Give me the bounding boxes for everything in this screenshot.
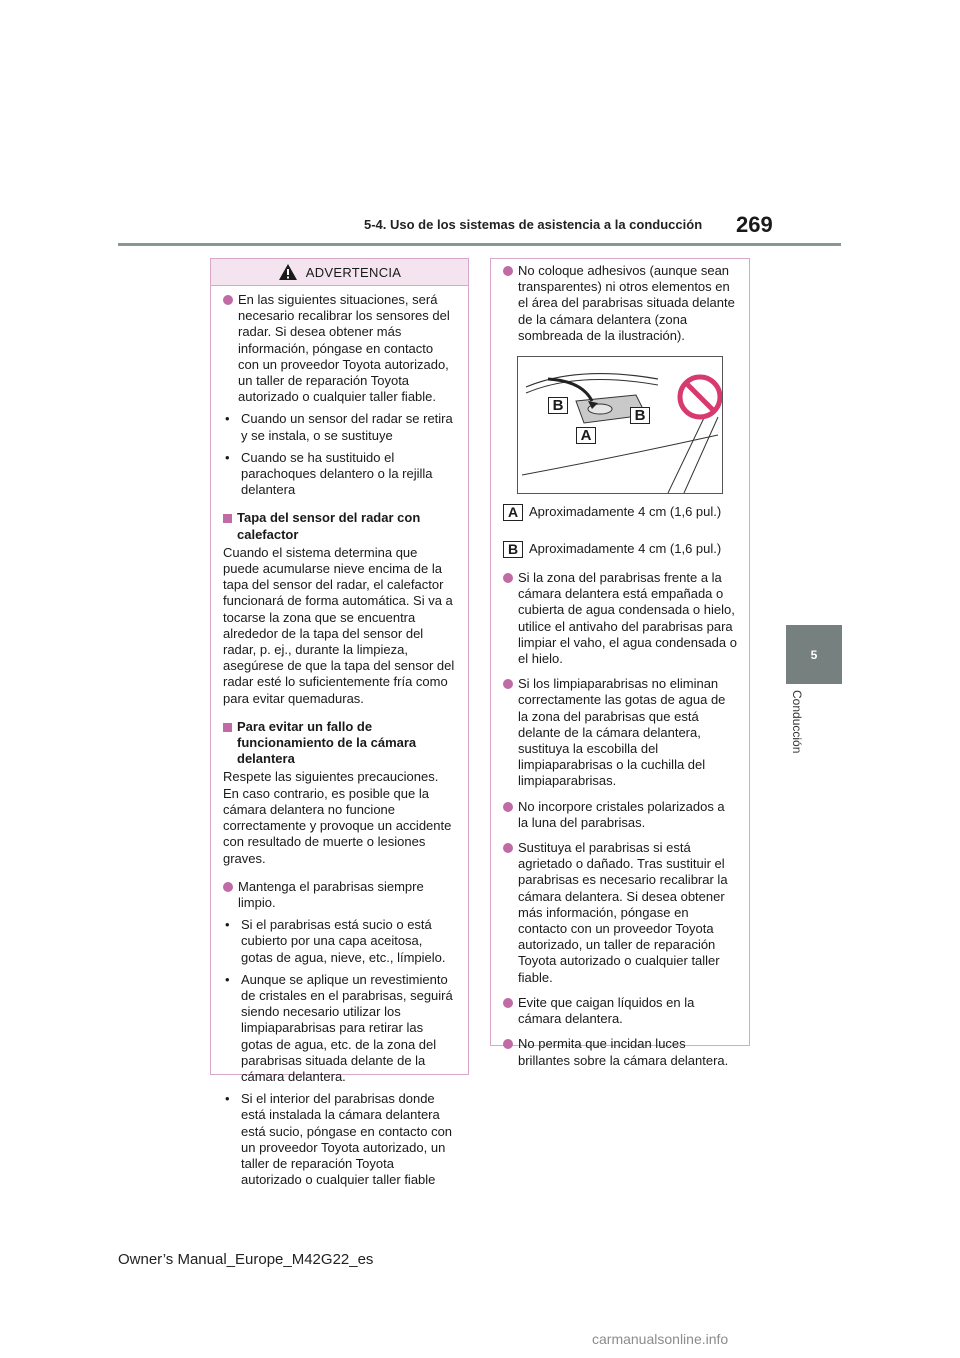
heater-paragraph: Cuando el sistema determina que puede acumularse nieve encima de la tapa del sensor del radar, el calefactor funcionará de forma automática. Si va a tocarse la zona que se encuentra alrededor de la tapa del sensor del radar, p. ej., durante la limpieza, asegúrese de que la tapa del sensor del radar esté lo suficientemente fría como para evitar quemaduras. — [223, 544, 455, 706]
dash-marker-icon: • — [225, 449, 230, 465]
square-marker-icon — [223, 723, 232, 732]
legend-row-a — [503, 504, 737, 521]
bullet-dot-icon — [503, 843, 513, 853]
list-item — [223, 450, 456, 499]
legend-key: A — [503, 504, 523, 521]
bullet-dot-icon — [223, 882, 233, 892]
camera-paragraph: Respete las siguientes precauciones. En caso contrario, es posible que la cámara delantera no funcione correctamente y provoque un accidente con resultado de muerte o lesiones graves. — [223, 769, 452, 866]
list-item-text: Aunque se aplique un revestimiento de cristales en el parabrisas, seguirá siendo necesario utilizar los limpiaparabrisas para retirar las gotas de agua, etc. de la zona del parabrisas situada delante de la cámara delantera. — [241, 971, 453, 1084]
label-a: A — [576, 427, 596, 444]
bright-light-bullet — [503, 1036, 737, 1068]
polarized-bullet — [503, 799, 737, 831]
subheading-text: Para evitar un fallo de funcionamiento de la cámara delantera — [237, 718, 417, 767]
manual-id: Owner’s Manual_Europe_M42G22_es — [118, 1251, 374, 1268]
bullet-text: Evite que caigan líquidos en la cámara delantera. — [518, 994, 695, 1027]
bullet-dot-icon — [503, 1039, 513, 1049]
list-item — [223, 1091, 456, 1188]
subheading-text: Tapa del sensor del radar con calefactor — [237, 510, 421, 542]
chapter-tab[interactable] — [786, 625, 842, 684]
dash-marker-icon: • — [225, 971, 230, 987]
list-item — [223, 972, 456, 1085]
bullet-text: No incorpore cristales polarizados a la luna del parabrisas. — [518, 798, 725, 830]
dash-marker-icon: • — [225, 1091, 230, 1107]
bullet-dot-icon — [223, 295, 233, 305]
legend-text: Aproximadamente 4 cm (1,6 pul.) — [529, 504, 722, 520]
dash-marker-icon: • — [225, 411, 230, 427]
watermark[interactable]: carmanualsonline.info — [592, 1331, 729, 1347]
warning-triangle-icon — [278, 263, 298, 281]
replace-windshield-bullet — [503, 840, 737, 986]
square-marker-icon — [223, 514, 232, 523]
defog-bullet — [503, 570, 737, 667]
warning-heading: ADVERTENCIA — [305, 264, 402, 280]
label-b-left: B — [548, 397, 568, 414]
list-item-text: Cuando se ha sustituido el parachoques delantero o la rejilla delantera — [241, 449, 433, 498]
label-b-right: B — [630, 407, 650, 424]
bullet-text: Sustituya el parabrisas si está agrietado o dañado. Tras sustituir el parabrisas es necesario recalibrar la cámara delantera. Si desea obtener más información, póngase en contacto con un proveedor Toyota autorizado, un taller de reparación Toyota autorizado o cualquier taller fiable. — [518, 840, 728, 985]
windshield-drawing — [518, 357, 722, 493]
list-item-text: Cuando un sensor del radar se retira y se instala, o se sustituye — [241, 411, 453, 443]
list-item — [223, 917, 456, 966]
chapter-number: 5 — [810, 647, 818, 662]
legend-key: B — [503, 541, 523, 558]
liquids-bullet — [503, 995, 737, 1027]
header-rule — [118, 243, 841, 246]
warning-header — [211, 259, 468, 286]
section-title: 5-4. Uso de los sistemas de asistencia a la conducción — [364, 217, 703, 232]
bullet-dot-icon — [503, 573, 513, 583]
bullet-dot-icon — [503, 679, 513, 689]
windshield-camera-illustration — [517, 356, 723, 494]
wiper-bullet — [503, 676, 737, 789]
warning-box — [210, 258, 469, 1188]
page-number: 269 — [736, 212, 773, 237]
legend-text: Aproximadamente 4 cm (1,6 pul.) — [529, 541, 722, 557]
bullet-dot-icon — [503, 266, 513, 276]
list-item-text: Si el parabrisas está sucio o está cubierto por una capa aceitosa, gotas de agua, nieve, etc., límpielo. — [241, 917, 446, 965]
list-item-text: Si el interior del parabrisas donde está instalada la cámara delantera está sucio, póngase en contacto con un proveedor Toyota autorizado, un taller de reparación Toyota autorizado o cualquier taller fiable — [241, 1091, 453, 1188]
sticker-bullet — [503, 263, 737, 344]
warning-box-continued — [490, 258, 750, 1068]
bullet-text: No coloque adhesivos (aunque sean transparentes) ni otros elementos en el área del parabrisas situada delante de la cámara delantera (zona sombreada de la ilustración). — [518, 263, 735, 343]
recalibration-bullet — [223, 292, 456, 405]
bullet-dot-icon — [503, 998, 513, 1008]
bullet-text: Si la zona del parabrisas frente a la cámara delantera está empañada o cubierta de agua condensada o hielo, utilice el antivaho del parabrisas para limpiar el vaho, el agua condensada o el hielo. — [518, 570, 737, 667]
bullet-dot-icon — [503, 802, 513, 812]
chapter-label: Conducción — [790, 690, 804, 754]
bullet-text: En las siguientes situaciones, será necesario recalibrar los sensores del radar. Si desea obtener más información, póngase en contacto con un proveedor Toyota autorizado, un taller de reparación Toyota autorizado o cualquier taller fiable. — [238, 292, 450, 405]
heater-subheading — [223, 510, 456, 542]
dash-marker-icon: • — [225, 917, 230, 933]
legend-row-b — [503, 541, 737, 558]
clean-bullet — [223, 879, 456, 911]
camera-subheading — [223, 719, 456, 768]
bullet-text: No permita que incidan luces brillantes sobre la cámara delantera. — [518, 1036, 729, 1068]
bullet-text: Si los limpiaparabrisas no eliminan correctamente las gotas de agua de la zona del parabrisas que está delante de la cámara delantera, sustituya la escobilla del limpiaparabrisas o la cuchilla del limpiaparabrisas. — [518, 676, 726, 789]
list-item — [223, 411, 456, 443]
bullet-text: Mantenga el parabrisas siempre limpio. — [238, 878, 424, 910]
